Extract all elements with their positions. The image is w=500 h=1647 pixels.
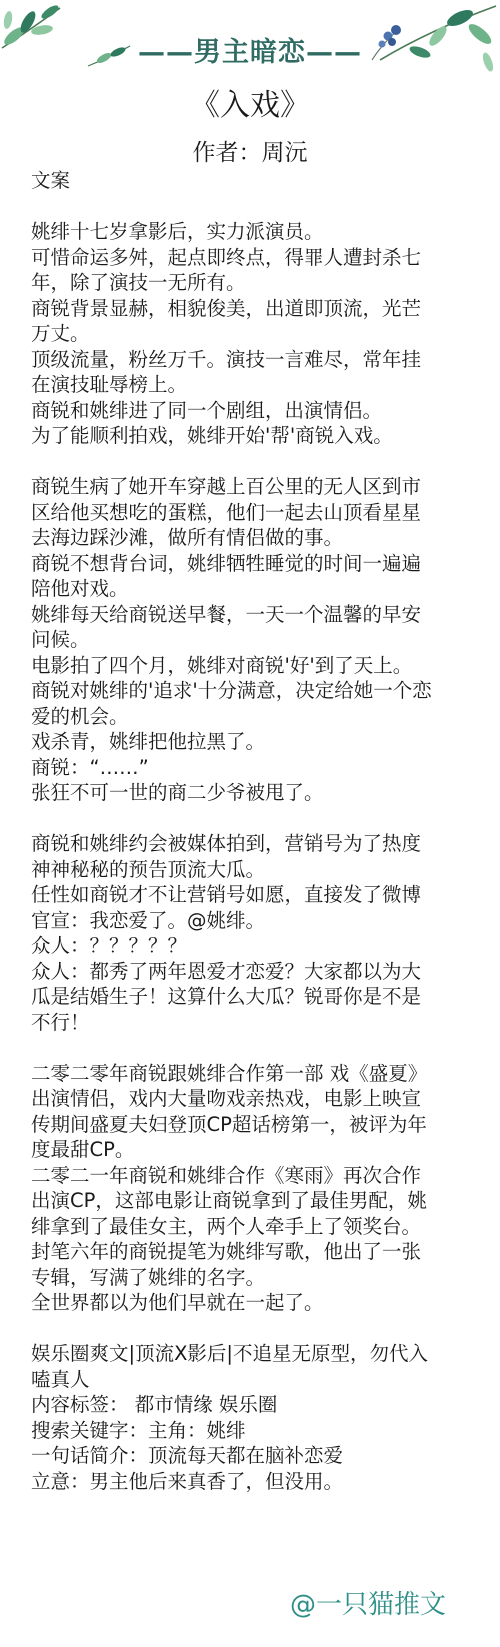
text-line: 任性如商锐才不让营销号如愿，直接发了微博 (31, 883, 422, 906)
text-line: 爱的机会。 (31, 704, 129, 728)
text-line: 内容标签： 都市情缘 娱乐圈 (31, 1393, 278, 1416)
blank-line (31, 1035, 479, 1061)
text-line: 区给他买想吃的蛋糕，他们一起去山顶看星星 (31, 500, 422, 524)
text-line: 张狂不可一世的商二少爷被甩了。 (31, 781, 324, 804)
text-line: 姚绯十七岁拿影后，实力派演员。 (31, 220, 324, 243)
author-line: 作者：周沅 (192, 140, 308, 166)
text-line: 年，除了演技一无所有。 (31, 271, 246, 294)
section-banner: ——男主暗恋—— (138, 37, 362, 68)
text-line: 在演技耻辱榜上。 (31, 373, 188, 396)
text-line: 传期间盛夏夫妇登顶CP超话榜第一，被评为年 (31, 1112, 427, 1136)
text-line: 封笔六年的商锐提笔为姚绯写歌，他出了一张 (31, 1240, 422, 1263)
blank-line (31, 449, 479, 475)
text-line: 全世界都以为他们早就在一起了。 (31, 1291, 324, 1314)
text-line: 出演情侣，戏内大量吻戏亲热戏，电影上映宣 (31, 1087, 422, 1110)
text-line: 商锐和姚绯约会被媒体拍到，营销号为了热度 (31, 832, 422, 855)
text-line: 为了能顺利拍戏，姚绯开始'帮'商锐入戏。 (31, 424, 393, 447)
text-line: 出演CP，这部电影让商锐拿到了最佳男配，姚 (31, 1189, 427, 1212)
blank-line (31, 194, 479, 220)
text-line: 二零二一年商锐和姚绯合作《寒雨》再次合作 (31, 1163, 422, 1187)
text-line: 不行！ (31, 1010, 90, 1034)
text-line: 众人：？？？？？ (31, 934, 188, 957)
book-title: 《入戏》 (190, 88, 310, 123)
blank-line (31, 806, 479, 832)
text-line: 商锐生病了她开车穿越上百公里的无人区到市 (31, 475, 422, 498)
text-line: 商锐对姚绯的'追求'十分满意，决定给她一个恋 (31, 679, 432, 702)
text-line: 姚绯每天给商锐送早餐，一天一个温馨的早安 (31, 602, 422, 626)
text-line: 搜索关键字：主角：姚绯 (31, 1418, 246, 1442)
text-line: 商锐和姚绯进了同一个剧组，出演情侣。 (31, 398, 383, 422)
text-line: 神神秘秘的预告顶流大瓜。 (31, 857, 266, 881)
blank-line (31, 1316, 479, 1342)
watermark: @一只猫推文 (290, 1590, 447, 1620)
text-line: 二零二零年商锐跟姚绯合作第一部 戏《盛夏》 (31, 1061, 428, 1085)
text-line: 商锐不想背台词，姚绯牺牲睡觉的时间一遍遍 (31, 551, 422, 575)
text-line: 一句话简介：顶流每天都在脑补恋爱 (31, 1444, 344, 1467)
text-line: 顶级流量，粉丝万千。演技一言难尽，常年挂 (31, 347, 422, 371)
text-line: 商锐：“……” (31, 755, 149, 779)
synopsis-text (31, 168, 479, 1494)
text-line: 问候。 (31, 628, 90, 651)
text-line: 官宣：我恋爱了。@姚绯。 (31, 908, 266, 932)
text-line: 娱乐圈爽文|顶流X影后|不追星无原型，勿代入 (31, 1342, 428, 1365)
text-line: 去海边踩沙滩，做所有情侣做的事。 (31, 526, 344, 549)
text-line: 绯拿到了最佳女主，两个人牵手上了领奖台。 (31, 1214, 422, 1238)
text-line: 众人：都秀了两年恩爱才恋爱？大家都以为大 (31, 959, 422, 983)
text-line: 商锐背景显赫，相貌俊美，出道即顶流，光芒 (31, 296, 422, 320)
text-line: 瓜是结婚生子！这算什么大瓜？锐哥你是不是 (31, 985, 422, 1008)
text-line: 电影拍了四个月，姚绯对商锐'好'到了天上。 (31, 653, 413, 677)
text-line: 陪他对戏。 (31, 577, 129, 600)
text-line: 戏杀青，姚绯把他拉黑了。 (31, 730, 266, 753)
text-line: 嗑真人 (31, 1367, 90, 1391)
text-line: 立意：男主他后来真香了，但没用。 (31, 1469, 344, 1493)
text-line: 度最甜CP。 (31, 1138, 135, 1161)
text-line: 专辑，写满了姚绯的名字。 (31, 1265, 266, 1289)
text-line: 文案 (31, 169, 71, 192)
text-line: 可惜命运多舛，起点即终点，得罪人遭封杀七 (31, 245, 422, 269)
text-line: 万丈。 (31, 322, 90, 345)
